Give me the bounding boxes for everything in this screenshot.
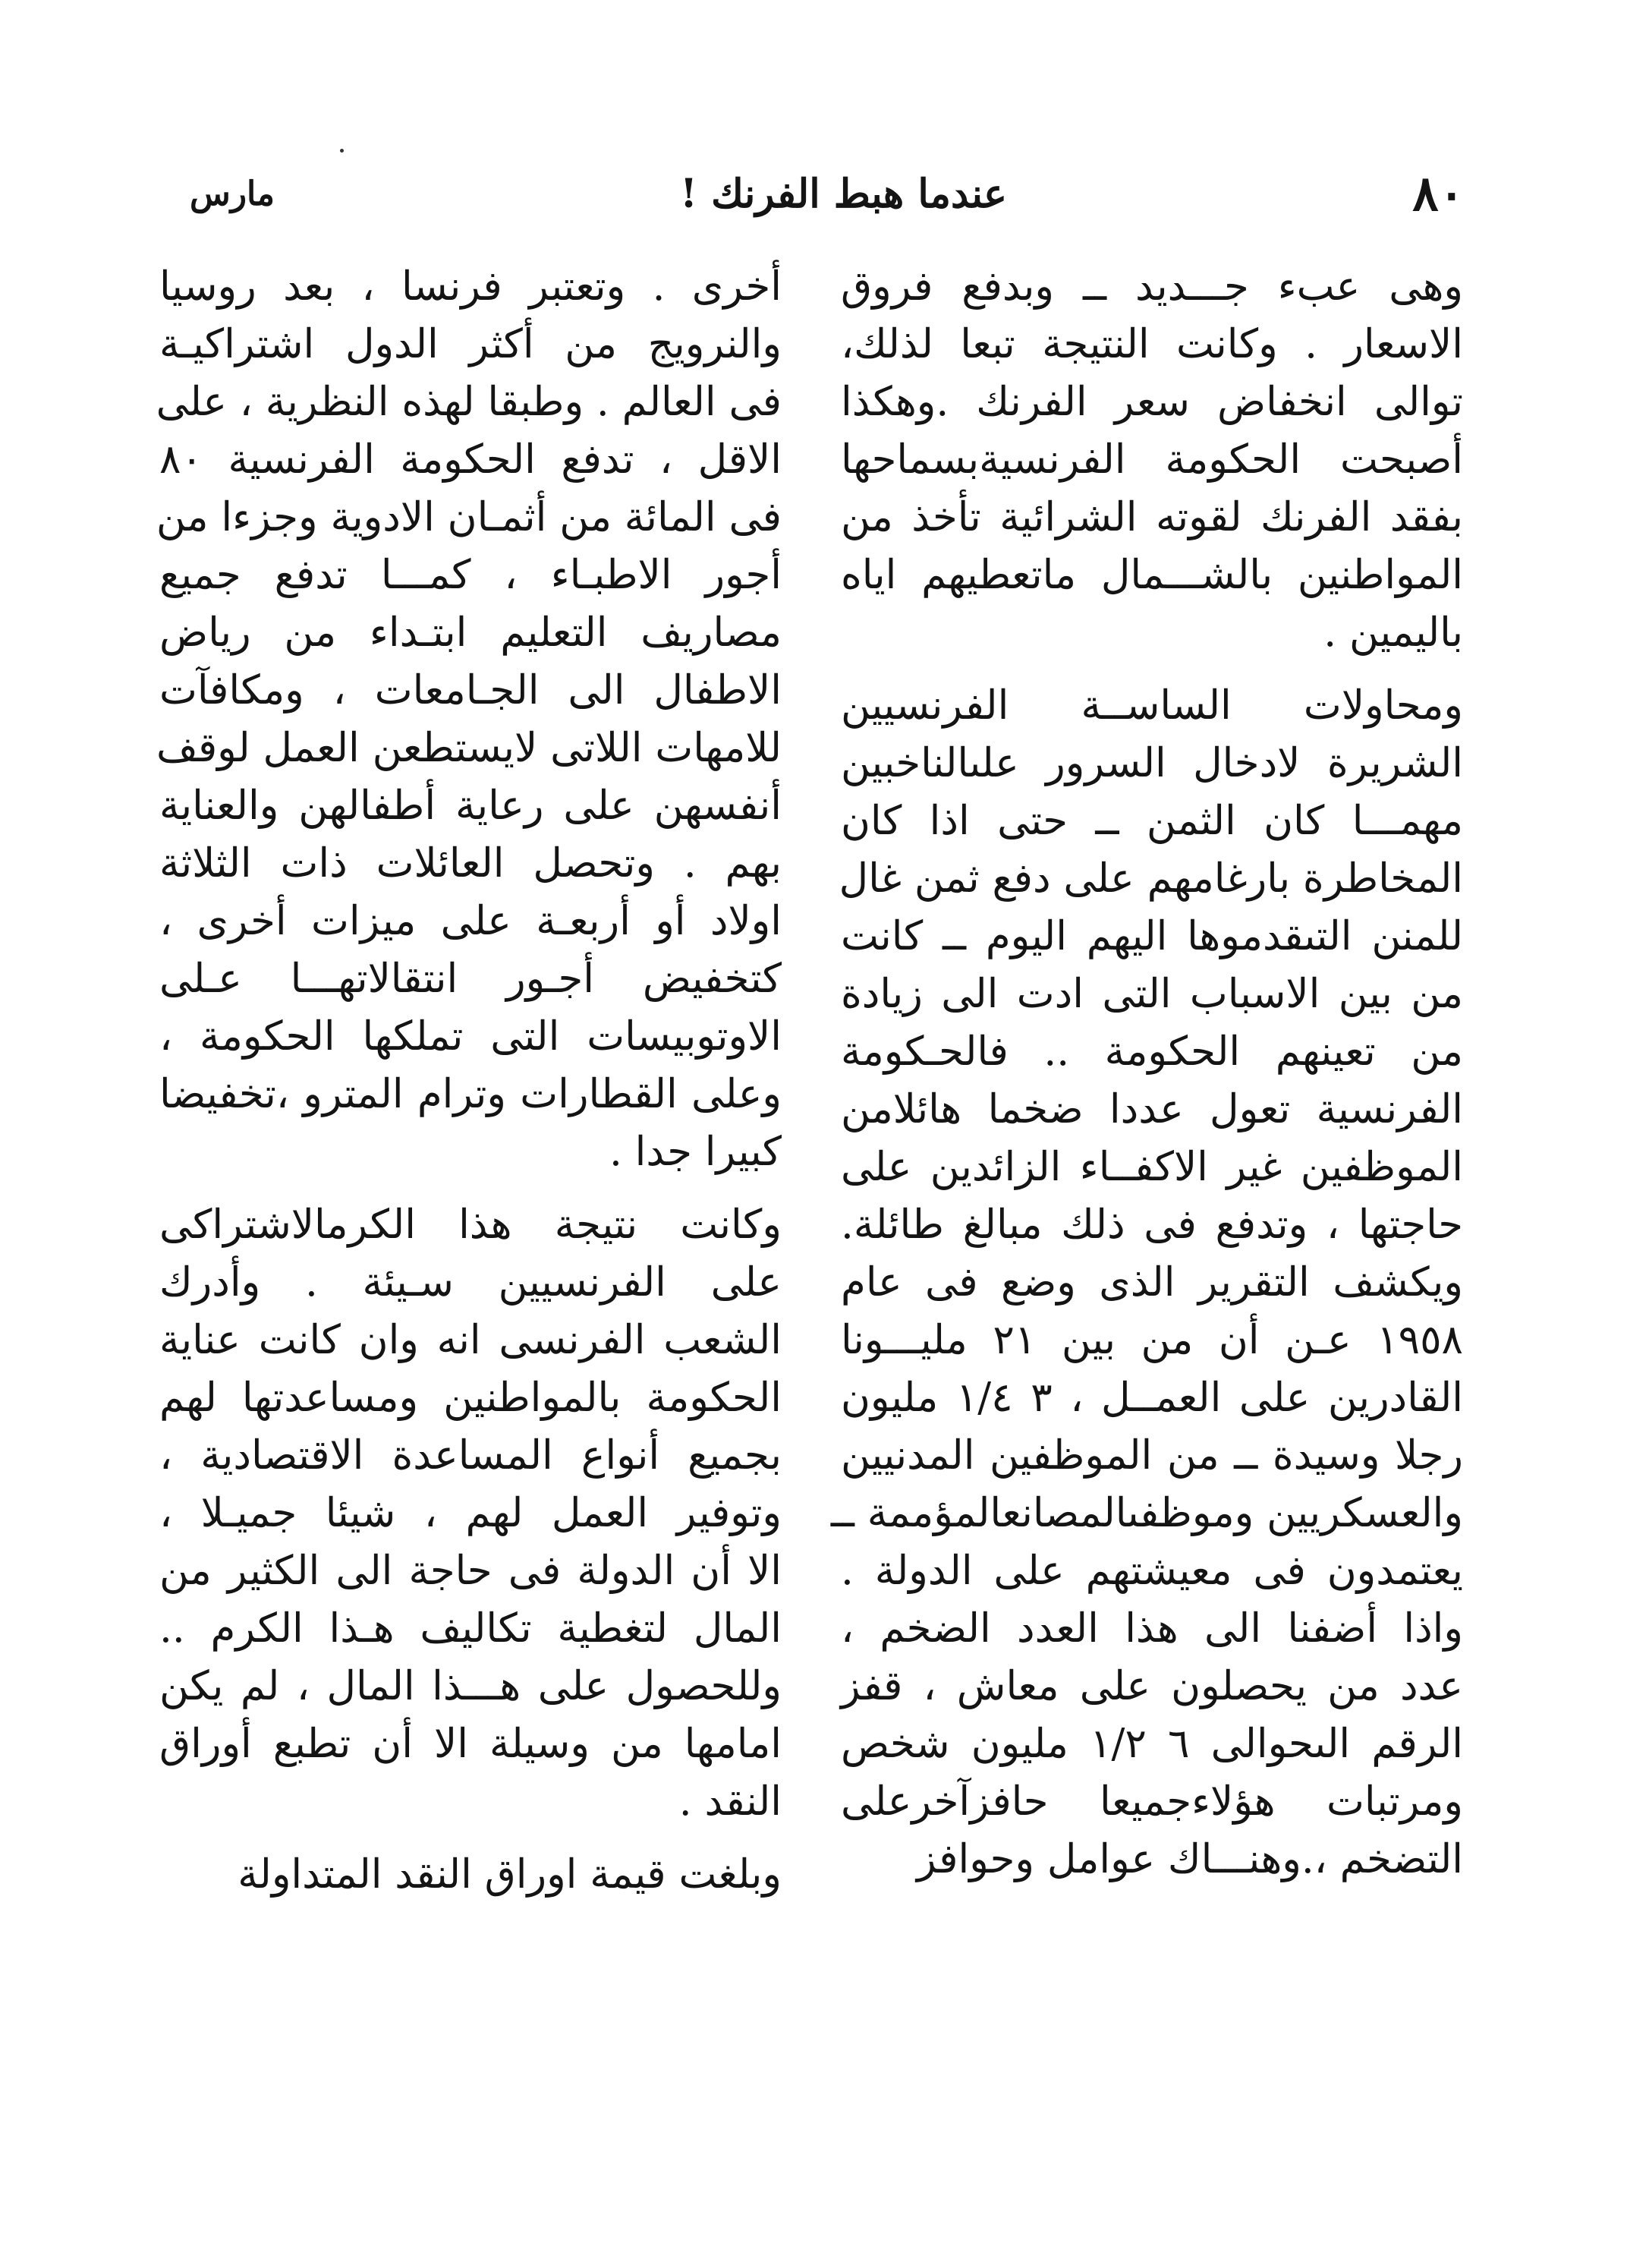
right-column-text-line: من بين الاسباب التى ادت الى زيادة — [841, 971, 1463, 1017]
left-column-text-line: النقد . — [678, 1778, 782, 1825]
left-column-paragraph — [159, 1196, 782, 1831]
right-column-text-line: والعسكريين وموظفىالمصانعالمؤممة ــ — [830, 1490, 1463, 1536]
left-column-text-line: الا أن الدولة فى حاجة الى الكثير من — [159, 1548, 782, 1594]
right-column-text-line: التضخم ،.وهنـــاك عوامل وحوافز — [916, 1836, 1463, 1882]
left-column-text-line: بهم . وتحصل العائلات ذات الثلاثة — [159, 840, 782, 887]
right-column-text-line: القادرين على العمــل ، ٣ ١/٤ مليون — [841, 1375, 1463, 1421]
right-column-text-line: ومحاولات الساســة الفرنسيين — [841, 682, 1463, 729]
right-column-text-line: الاسعار . وكانت النتيجة تبعا لذلك، — [841, 321, 1463, 367]
left-column-text-line: فى العالم . وطبقا لهذه النظرية ، على — [156, 379, 782, 425]
right-column-text-line: أصبحت الحكومة الفرنسيةبسماحها — [841, 436, 1463, 483]
right-column-text-line: رجلا وسيدة ــ من الموظفين المدنيين — [841, 1432, 1463, 1479]
right-column-text-line: يعتمدون فى معيشتهم على الدولة . — [841, 1548, 1463, 1594]
left-column-paragraph — [156, 258, 782, 1181]
right-column-text-line: الفرنسية تعول عددا ضخما هائلامن — [841, 1086, 1463, 1132]
right-column-text-line: وهى عبء جـــديد ــ وبدفع فروق — [841, 263, 1463, 310]
left-column-text-line: مصاريف التعليم ابتـداء من رياض — [159, 610, 782, 656]
right-column-text-line: توالى انخفاض سعر الفرنك .وهكذا — [841, 379, 1463, 425]
page-header — [190, 159, 1465, 228]
journal-name: مارس — [190, 174, 275, 213]
right-column-text-line: المواطنين بالشـــمال ماتعطيهم اياه — [841, 552, 1463, 598]
left-column-text-line: والنرويج من أكثر الدول اشتراكيـة — [159, 321, 782, 367]
left-column-text-line: وبلغت قيمة اوراق النقد المتداولة — [238, 1851, 782, 1898]
left-column-text-line: كبيرا جدا . — [609, 1129, 782, 1175]
left-column — [156, 258, 782, 1919]
right-column-text-line: الرقم الىحوالى ٦ ١/٢ مليون شخص — [841, 1721, 1463, 1767]
left-column-text-line: الشعب الفرنسى انه وان كانت عناية — [159, 1317, 782, 1363]
right-column-text-line: الموظفين غير الاكفــاء الزائدين على — [841, 1144, 1463, 1190]
right-column-text-line: عدد من يحصلون على معاش ، قفز — [841, 1663, 1463, 1709]
left-column-text-line: أجور الاطبـاء ، كمـــا تدفع جميع — [159, 552, 782, 598]
right-column — [830, 258, 1464, 1904]
right-column-paragraph — [841, 258, 1463, 662]
speck-mark — [340, 149, 344, 153]
left-column-text-line: امامها من وسيلة الا أن تطبع أوراق — [159, 1721, 782, 1767]
left-column-text-line: فى المائة من أثمـان الادوية وجزءا من — [156, 494, 782, 540]
left-column-text-line: اولاد أو أربعـة على ميزات أخرى ، — [159, 898, 782, 944]
right-column-text-line: ويكشف التقرير الذى وضع فى عام — [841, 1259, 1463, 1306]
right-column-text-line: واذا أضفنا الى هذا العدد الضخم ، — [841, 1605, 1463, 1652]
right-column-text-line: الشريرة لادخال السرور علىالناخبين — [841, 740, 1463, 786]
right-column-text-line: ١٩٥٨ عـن أن من بين ٢١ مليـــونا — [841, 1317, 1464, 1363]
left-column-text-line: للامهات اللاتى لايستطعن العمل لوقف — [156, 725, 782, 771]
left-column-text-line: على الفرنسيين سـيئة . وأدرك — [159, 1259, 782, 1306]
left-column-text-line: الاوتوبيسات التى تملكها الحكومة ، — [159, 1013, 782, 1060]
left-column-text-line: أنفسهن على رعاية أطفالهن والعناية — [159, 783, 782, 829]
right-column-paragraph — [830, 677, 1464, 1888]
running-title: عندما هبط الفرنك ! — [680, 170, 1008, 217]
right-column-text-line: ومرتبات هؤلاءجميعا حافزآخرعلى — [841, 1778, 1463, 1825]
left-column-text-line: بجميع أنواع المساعدة الاقتصادية ، — [159, 1432, 782, 1479]
right-column-text-line: المخاطرة بارغامهم على دفع ثمن غال — [839, 855, 1463, 902]
right-column-text-line: باليمين . — [1323, 610, 1463, 656]
left-column-text-line: المال لتغطية تكاليف هـذا الكرم .. — [159, 1605, 782, 1652]
left-column-text-line: وللحصول على هـــذا المال ، لم يكن — [159, 1663, 782, 1709]
left-column-text-line: وعلى القطارات وترام المترو ،تخفيضا — [159, 1071, 782, 1117]
right-column-text-line: من تعينهم الحكومة .. فالحـكومة — [841, 1028, 1463, 1075]
right-column-text-line: مهمـــا كان الثمن ــ حتى اذا كان — [841, 798, 1463, 844]
page-number: ٨٠ — [1412, 165, 1465, 222]
left-column-text-line: الحكومة بالمواطنين ومساعدتها لهم — [159, 1375, 782, 1421]
left-column-text-line: الاقل ، تدفع الحكومة الفرنسية ٨٠ — [159, 436, 782, 483]
right-column-text-line: بفقد الفرنك لقوته الشرائية تأخذ من — [841, 494, 1463, 540]
left-column-text-line: الاطفال الى الجـامعات ، ومكافآت — [159, 667, 782, 713]
left-column-text-line: أخرى . وتعتبر فرنسا ، بعد روسيا — [159, 263, 782, 310]
left-column-text-line: وكانت نتيجة هذا الكرمالاشتراكى — [159, 1202, 782, 1248]
left-column-paragraph — [159, 1846, 782, 1904]
right-column-text-line: حاجتها ، وتدفع فى ذلك مبالغ طائلة. — [841, 1202, 1463, 1248]
right-column-text-line: للمنن التىقدموها اليهم اليوم ــ كانت — [841, 913, 1463, 959]
left-column-text-line: كتخفيض أجـور انتقالاتهـــا عـلى — [159, 956, 782, 1002]
left-column-text-line: وتوفير العمل لهم ، شيئا جميـلا ، — [159, 1490, 782, 1536]
